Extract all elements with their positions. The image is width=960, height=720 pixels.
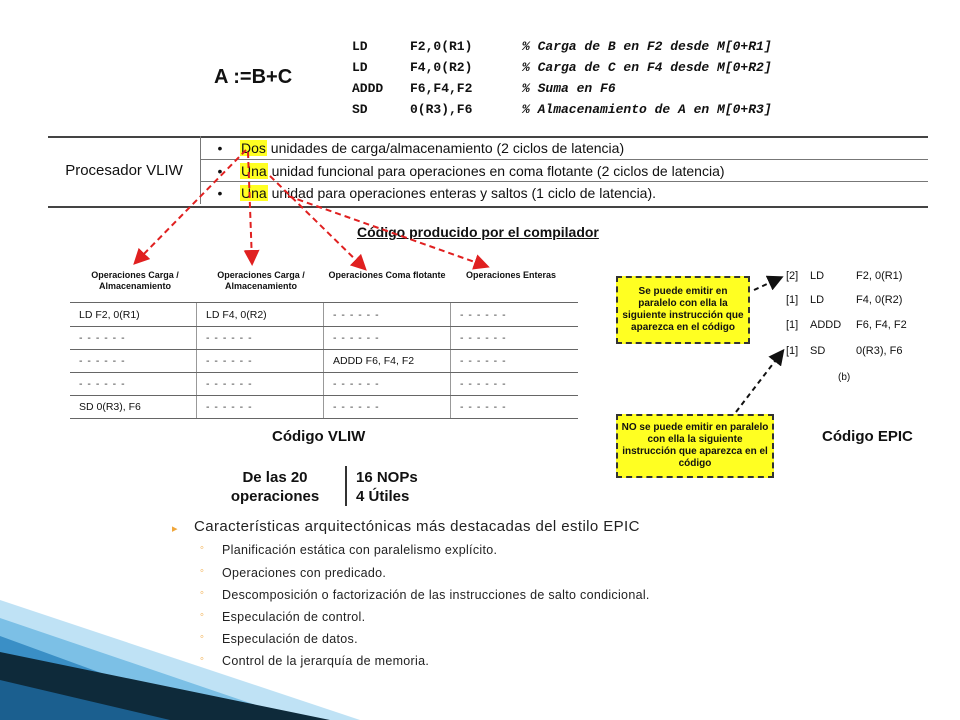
table-row: LD F2, 0(R1) LD F4, 0(R2) - - - - - - - - - - - - (70, 303, 578, 326)
list-item: [1] LD F4, 0(R2) (786, 294, 903, 306)
unit-row: • Una unidad funcional para operaciones en coma flotante (2 ciclos de latencia) (217, 163, 725, 179)
arrow (136, 150, 246, 262)
note-parallel-no: NO se puede emitir en paralelo con ella la siguiente instrucción que aparezca en el código (616, 414, 774, 478)
nops-summary: 16 NOPs 4 Útiles (356, 469, 418, 505)
list-item: [1] ADDD F6, F4, F2 (786, 319, 907, 331)
column-header: Operaciones Coma flotante (328, 270, 446, 280)
table-row: - - - - - - - - - - - - ADDD F6, F4, F2 - - - - - - (70, 349, 578, 372)
processor-label: Procesador VLIW (48, 136, 201, 204)
vliw-title: Código VLIW (272, 428, 366, 445)
table-row: SD 0(R3), F6 - - - - - - - - - - - - - - - - - - (70, 395, 578, 418)
arrow (754, 278, 780, 290)
epic-caption: (b) (838, 372, 851, 383)
code-line: LD F2,0(R1) % Carga de B en F2 desde M[0+R1] (352, 39, 772, 54)
unit-row: • Una unidad para operaciones enteras y saltos (1 ciclo de latencia). (217, 185, 657, 201)
arrow-bullet-icon: ▸ (172, 523, 178, 535)
list-item: ◦ Operaciones con predicado. (200, 565, 387, 580)
assignment-expression: A :=B+C (214, 66, 293, 88)
code-line: SD 0(R3),F6 % Almacenamiento de A en M[0+R3] (352, 102, 772, 117)
list-item: ◦ Especulación de control. (200, 609, 366, 624)
ring-bullet-icon: ◦ (200, 631, 205, 643)
operations-total: De las 20 operaciones (230, 469, 320, 505)
ring-bullet-icon: ◦ (200, 542, 205, 554)
list-item: ◦ Control de la jerarquía de memoria. (200, 653, 430, 668)
ring-bullet-icon: ◦ (200, 609, 205, 621)
list-item: ◦ Planificación estática con paralelismo explícito. (200, 542, 498, 557)
column-header: Operaciones Carga / Almacenamiento (91, 270, 179, 291)
ring-bullet-icon: ◦ (200, 587, 205, 599)
list-item: ◦ Especulación de datos. (200, 631, 358, 646)
table-row: - - - - - - - - - - - - - - - - - - - - - - - - (70, 326, 578, 349)
arrow (736, 352, 782, 412)
column-header: Operaciones Enteras (465, 270, 557, 280)
unit-row: • Dos unidades de carga/almacenamiento (2 ciclos de latencia) (217, 140, 625, 156)
unit-count-highlight: Una (241, 185, 267, 201)
code-line: LD F4,0(R2) % Carga de C en F4 desde M[0+R2] (352, 60, 772, 75)
note-parallel-yes: Se puede emitir en paralelo con ella la siguiente instrucción que aparezca en el código (616, 276, 750, 344)
epic-title: Código EPIC (822, 428, 913, 445)
code-line: ADDD F6,F4,F2 % Suma en F6 (352, 81, 616, 96)
unit-count-highlight: Una (241, 163, 267, 179)
table-row: - - - - - - - - - - - - - - - - - - - - - - - - (70, 372, 578, 395)
arrow (270, 176, 364, 268)
list-item: [2] LD F2, 0(R1) (786, 270, 903, 282)
unit-count-highlight: Dos (241, 140, 266, 156)
ring-bullet-icon: ◦ (200, 653, 205, 665)
arrow (288, 196, 486, 266)
main-bullet: ▸ Características arquitectónicas más destacadas del estilo EPIC (172, 518, 640, 535)
list-item: [1] SD 0(R3), F6 (786, 345, 903, 357)
compiler-title: Código producido por el compilador (357, 224, 599, 240)
column-header: Operaciones Carga / Almacenamiento (217, 270, 305, 291)
arrow (248, 152, 252, 262)
ring-bullet-icon: ◦ (200, 565, 205, 577)
list-item: ◦ Descomposición o factorización de las instrucciones de salto condicional. (200, 587, 650, 602)
